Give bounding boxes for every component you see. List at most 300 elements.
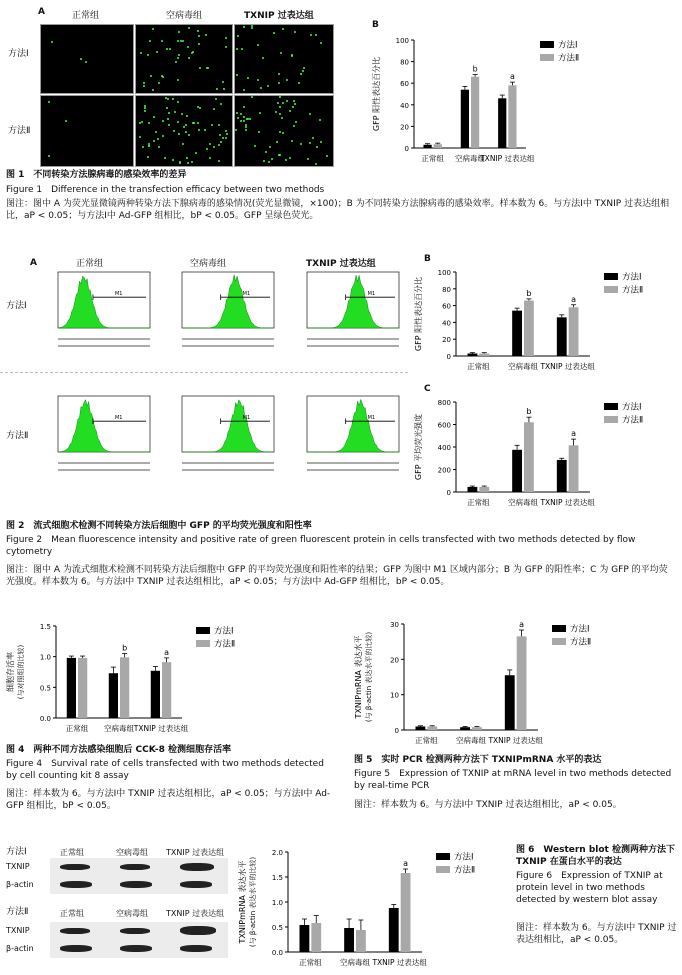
fig5-bar-2	[427, 726, 437, 730]
fig2b-y-tick-label: 60	[442, 302, 451, 311]
fluorescent-cell	[246, 118, 248, 120]
fluorescent-cell	[216, 88, 218, 90]
fig5-legend-swatch-2	[552, 638, 566, 645]
fig2-caption-en: Figure 2 Mean fluorescence intensity and positive rate of green fluorescent protein in cells transfected with two methods detected by flow cytometry	[6, 535, 636, 558]
fig6-actin-label-m1: β-actin	[6, 880, 34, 889]
fluorescent-cell	[141, 121, 143, 123]
fig4-bar-2	[162, 662, 171, 718]
fig2b-bar-1	[468, 353, 478, 356]
flow-stats-row	[182, 462, 274, 464]
fig4-caption-cn: 图 4 两种不同方法感染细胞后 CCK-8 检测细胞存活率	[6, 745, 232, 755]
fig5-y-label-sub: (与 β-actin 表达水平的比较)	[365, 631, 373, 723]
fig6-y-tick-label: 0.0	[271, 949, 283, 957]
fluorescent-cell	[168, 124, 170, 126]
fluorescent-cell	[188, 27, 190, 29]
fig2c-y-tick-label: 600	[437, 421, 451, 430]
fig2b-bar-1	[512, 311, 522, 356]
fig6-y-tick-label: 1.0	[271, 899, 283, 907]
fluorescent-cell	[326, 155, 328, 157]
fig6-y-tick-label: 1.5	[271, 874, 283, 882]
fig6-bar-1	[300, 925, 310, 952]
fig6-legend-label-1: 方法Ⅰ	[454, 852, 474, 863]
fig2c-chart	[412, 392, 674, 514]
fluorescent-cell	[315, 163, 317, 165]
fluorescent-cell	[222, 81, 224, 83]
fig6-txnip-label-m1: TXNIP	[6, 862, 30, 871]
fluorescent-cell	[277, 102, 279, 104]
fluorescent-cell	[269, 146, 271, 148]
fig1b-sig-b: b	[472, 64, 478, 74]
fig1b-y-tick-label: 100	[395, 37, 409, 45]
fluorescent-cell	[219, 134, 221, 136]
flow-m1-label: M1	[367, 291, 376, 298]
fluorescent-cell	[169, 48, 171, 50]
fluorescent-cell	[294, 31, 296, 33]
fig2b-bar-2	[569, 307, 579, 356]
fluorescent-cell	[215, 98, 217, 100]
fluorescent-cell	[237, 117, 239, 119]
fluorescent-cell	[197, 30, 199, 32]
fig1b-x-tick-label: TXNIP 过表达组	[480, 154, 535, 163]
fluorescent-cell	[282, 102, 284, 104]
fig6-x-tick-label: 正常组	[299, 958, 322, 967]
fluorescent-cell	[295, 121, 297, 123]
fig5-bar-2	[517, 636, 527, 730]
fig5-x-tick-label: TXNIP 过表达组	[488, 736, 543, 745]
fig2b-bar-2	[479, 353, 489, 356]
fluorescent-cell	[80, 58, 82, 60]
fluorescent-cell	[235, 129, 237, 131]
fig4-legend-label-2: 方法Ⅱ	[214, 639, 236, 650]
fig6-band-txnip-empty-m2	[120, 928, 150, 934]
fluorescent-cell	[152, 89, 154, 91]
fig6-bar-2	[311, 923, 321, 952]
fig1b-legend-label-2: 方法Ⅱ	[558, 53, 580, 64]
fig2-panel-b-label: B	[424, 254, 431, 264]
fig2b-bar-2	[524, 301, 534, 356]
fig5-chart	[352, 614, 622, 752]
fig1b-bar-1	[498, 98, 506, 148]
fig4-legend-label-1: 方法Ⅰ	[214, 626, 234, 637]
fluorescent-cell	[158, 82, 160, 84]
fig1b-x-tick-label: 空病毒组	[455, 154, 485, 163]
fig5-caption-en: Figure 5 Expression of TXNIP at mRNA level in two methods detected by real-time PCR	[354, 769, 672, 792]
flow-stats-row	[58, 338, 150, 340]
flow-stats-row	[307, 338, 399, 340]
fluorescent-cell	[247, 77, 249, 79]
fig6-caption-cn: 图 6 Western blot 检测两种方法下 TXNIP 在蛋白水平的表达	[516, 845, 675, 868]
fig2-row-method1: 方法Ⅰ	[6, 301, 27, 311]
fig4-y-tick-label: 0.5	[39, 684, 51, 693]
fluorescent-cell	[188, 134, 190, 136]
fig2b-y-tick-label: 80	[442, 285, 451, 294]
fig2-flow-txnip-m1	[295, 268, 405, 358]
fig5-y-tick-label: 20	[390, 656, 399, 665]
fig2b-x-tick-label: 正常组	[467, 362, 490, 371]
fig2-flow-empty-m2	[170, 392, 280, 482]
fluorescent-cell	[236, 74, 238, 76]
fluorescent-cell	[315, 34, 317, 36]
fluorescent-cell	[240, 120, 242, 122]
fluorescent-cell	[158, 146, 160, 148]
fluorescent-cell	[155, 131, 157, 133]
fig1b-y-tick-label: 40	[400, 101, 409, 110]
fluorescent-cell	[157, 138, 159, 140]
fluorescent-cell	[177, 101, 179, 103]
fluorescent-cell	[259, 112, 261, 114]
fluorescent-cell	[249, 118, 251, 120]
fluorescent-cell	[282, 132, 284, 134]
fluorescent-cell	[139, 122, 141, 124]
fluorescent-cell	[199, 67, 201, 69]
fluorescent-cell	[181, 113, 183, 115]
fluorescent-cell	[85, 61, 87, 63]
fig5-sig-a: a	[519, 620, 525, 630]
fig6-y-tick-label: 0.5	[271, 924, 283, 932]
fluorescent-cell	[263, 160, 265, 162]
fluorescent-cell	[187, 46, 189, 48]
fluorescent-cell	[225, 137, 227, 139]
fluorescent-cell	[206, 67, 208, 69]
fluorescent-cell	[147, 54, 149, 56]
fluorescent-cell	[257, 79, 259, 81]
fluorescent-cell	[177, 121, 179, 123]
fig4-sig-a: a	[164, 647, 170, 657]
fluorescent-cell	[222, 137, 224, 139]
fig1b-y-label: GFP 阳性表达百分比	[372, 56, 381, 132]
fig2c-x-tick-label: 空病毒组	[508, 498, 538, 507]
fluorescent-cell	[312, 137, 314, 139]
fluorescent-cell	[204, 129, 206, 131]
fig2b-y-tick-label: 20	[442, 336, 451, 345]
fluorescent-cell	[180, 40, 182, 42]
fluorescent-cell	[236, 112, 238, 114]
fig4-note: 图注：样本数为 6。与方法Ⅰ中 TXNIP 过表达组相比，aP < 0.05；与方法Ⅰ中 Ad-GFP 组相比，bP < 0.05。	[6, 789, 331, 812]
flow-stats-row	[182, 469, 274, 471]
fluorescent-cell	[298, 82, 300, 84]
fluorescent-cell	[182, 143, 184, 145]
fluorescent-cell	[245, 126, 247, 128]
flow-m1-label: M1	[367, 415, 376, 422]
fig6-bar-1	[344, 928, 354, 952]
fluorescent-cell	[218, 160, 220, 162]
fluorescent-cell	[279, 131, 281, 133]
fig2b-sig-b: b	[526, 288, 532, 298]
fluorescent-cell	[185, 131, 187, 133]
fig6-y-tick-label: 2.0	[271, 849, 283, 857]
fluorescent-cell	[65, 120, 67, 122]
fluorescent-cell	[291, 140, 293, 142]
fluorescent-cell	[199, 107, 201, 109]
fig1-col-empty: 空病毒组	[166, 11, 203, 21]
fluorescent-cell	[172, 98, 174, 100]
fig2-note: 图注：图中 A 为流式细胞术检测不同转染方法后细胞中 GFP 的平均荧光强度和阳性率的结果；GFP 为图中 M1 区域内部分；B 为 GFP 的阳性率；C 为 GFP 的平均荧光强度。样本数为 6。与方法Ⅰ中 TXNIP 过表达组相比，aP < 0.05；与方法Ⅰ中 Ad-GFP 组相比，bP < 0.05。	[6, 565, 668, 588]
fig2-flow-txnip-m2	[295, 392, 405, 482]
fluorescent-cell	[300, 73, 302, 75]
fig2c-y-label: GFP 平均荧光强度	[414, 413, 423, 481]
fig6-band-actin-empty-m2	[120, 945, 152, 952]
fig6-band-txnip-empty-m1	[120, 864, 150, 870]
fig6-legend-swatch-1	[436, 853, 450, 860]
fluorescent-cell	[198, 129, 200, 131]
fluorescent-cell	[271, 158, 273, 160]
fig2b-legend-swatch-2	[604, 286, 618, 293]
fluorescent-cell	[293, 100, 295, 102]
fluorescent-cell	[175, 61, 177, 63]
fig5-legend-swatch-1	[552, 625, 566, 632]
fig2c-bar-1	[512, 450, 522, 492]
fig6-blot-m1	[50, 858, 228, 894]
fluorescent-cell	[177, 79, 179, 81]
fluorescent-cell	[307, 158, 309, 160]
fig6-lane-txnip-m1: TXNIP 过表达组	[166, 848, 225, 857]
fluorescent-cell	[278, 73, 280, 75]
fluorescent-cell	[178, 54, 180, 56]
fig1-col-normal: 正常组	[72, 11, 100, 21]
fluorescent-cell	[193, 122, 195, 124]
fluorescent-cell	[198, 43, 200, 45]
fig1b-legend-swatch-2	[540, 54, 554, 61]
fig2b-sig-a: a	[571, 294, 577, 304]
fluorescent-cell	[198, 35, 200, 37]
fluorescent-cell	[209, 143, 211, 145]
fig2b-bar-1	[557, 317, 567, 356]
fig1-micro-txnip-m1	[234, 24, 334, 94]
fig2b-x-tick-label: TXNIP 过表达组	[540, 362, 595, 371]
fig1b-bar-2	[471, 77, 479, 148]
fluorescent-cell	[192, 51, 194, 53]
fig1-caption-cn: 图 1 不同转染方法腺病毒的感染效率的差异	[6, 170, 187, 180]
fig2c-sig-a: a	[571, 429, 577, 439]
fig1b-legend-label-1: 方法Ⅰ	[558, 40, 578, 51]
fluorescent-cell	[147, 156, 149, 158]
fluorescent-cell	[309, 113, 311, 115]
fluorescent-cell	[241, 48, 243, 50]
fig4-bar-2	[78, 658, 87, 718]
fig2-divider	[0, 372, 408, 373]
fig6-note: 图注：样本数为 6。与方法Ⅰ中 TXNIP 过表达组相比，aP < 0.05。	[516, 923, 677, 946]
fluorescent-cell	[209, 157, 211, 159]
fig1b-y-tick-label: 60	[400, 80, 409, 89]
fluorescent-cell	[225, 130, 227, 132]
fig2-flow-normal-m2	[46, 392, 156, 482]
flow-m1-label: M1	[242, 291, 251, 298]
fluorescent-cell	[251, 25, 253, 27]
fig1b-bar-1	[461, 90, 469, 148]
fluorescent-cell	[223, 88, 225, 90]
fig5-legend-label-1: 方法Ⅰ	[570, 624, 590, 635]
fluorescent-cell	[220, 103, 222, 105]
flow-stats-row	[58, 462, 150, 464]
fig4-x-tick-label: TXNIP 过表达组	[133, 724, 189, 733]
fig4-bar-1	[109, 673, 118, 718]
fig6-lane-empty-m1: 空病毒组	[116, 848, 148, 857]
fluorescent-cell	[262, 57, 264, 59]
fig5-y-label: TXNIPmRNA 表达水平	[354, 635, 363, 719]
fig5-y-tick-label: 0	[394, 727, 399, 735]
fluorescent-cell	[300, 143, 302, 145]
fluorescent-cell	[245, 129, 247, 131]
fluorescent-cell	[237, 35, 239, 37]
fluorescent-cell	[254, 145, 256, 147]
fluorescent-cell	[258, 131, 260, 133]
fluorescent-cell	[320, 42, 322, 44]
fluorescent-cell	[279, 106, 281, 108]
fluorescent-cell	[139, 136, 141, 138]
fluorescent-cell	[302, 70, 304, 72]
fig6-bar-2	[401, 873, 411, 952]
fluorescent-cell	[164, 157, 166, 159]
fluorescent-cell	[268, 161, 270, 163]
fig1b-legend-swatch-1	[540, 41, 554, 48]
fluorescent-cell	[185, 124, 187, 126]
fluorescent-cell	[226, 133, 228, 135]
fluorescent-cell	[279, 113, 281, 115]
fig5-note: 图注：样本数为 6。与方法Ⅰ中 TXNIP 过表达组相比，aP < 0.05。	[354, 800, 622, 810]
fluorescent-cell	[166, 48, 168, 50]
fig6-txnip-label-m2: TXNIP	[6, 926, 30, 935]
fig6-band-actin-empty-m1	[120, 881, 152, 888]
fluorescent-cell	[172, 159, 174, 161]
fluorescent-cell	[186, 157, 188, 159]
fig6-band-actin-normal-m1	[60, 881, 92, 888]
fig1-micro-txnip-m2	[234, 95, 334, 167]
fluorescent-cell	[243, 26, 245, 28]
fig1-row-method2: 方法Ⅱ	[8, 126, 31, 136]
fluorescent-cell	[243, 106, 245, 108]
fluorescent-cell	[148, 122, 150, 124]
fig4-bar-1	[67, 658, 76, 718]
fig4-x-tick-label: 正常组	[65, 724, 89, 733]
fig5-legend-label-2: 方法Ⅱ	[570, 637, 592, 648]
fig6-blot-m2	[50, 922, 228, 958]
fig6-band-actin-normal-m2	[60, 945, 92, 952]
fig1b-y-tick-label: 80	[400, 58, 409, 67]
fig1-micro-empty-m2	[135, 95, 233, 167]
fig2c-bar-2	[524, 422, 534, 492]
fig2c-y-tick-label: 0	[446, 489, 451, 497]
fig1-col-txnip: TXNIP 过表达组	[244, 11, 314, 21]
fig4-legend-swatch-1	[196, 627, 210, 634]
fluorescent-cell	[205, 34, 207, 36]
fluorescent-cell	[213, 146, 215, 148]
fluorescent-cell	[320, 141, 322, 143]
fig1b-chart	[370, 30, 610, 170]
fig1b-y-tick-label: 20	[400, 123, 409, 132]
fig2c-y-tick-label: 200	[437, 466, 451, 475]
fluorescent-cell	[161, 40, 163, 42]
fluorescent-cell	[286, 100, 288, 102]
fluorescent-cell	[281, 117, 283, 119]
fig6-y-label: TXNIPmRNA 表达水平	[238, 860, 247, 944]
fluorescent-cell	[166, 107, 168, 109]
fig2b-legend-label-2: 方法Ⅱ	[622, 285, 644, 296]
fig4-chart	[4, 616, 266, 740]
fig2c-bar-1	[468, 487, 478, 492]
fig6-lane-empty-m2: 空病毒组	[116, 909, 148, 918]
fig2b-legend-swatch-1	[604, 273, 618, 280]
fluorescent-cell	[260, 87, 262, 89]
fluorescent-cell	[303, 67, 305, 69]
fig1-row-method1: 方法Ⅰ	[8, 49, 29, 59]
fluorescent-cell	[291, 55, 293, 57]
fluorescent-cell	[195, 152, 197, 154]
fig6-band-txnip-normal-m1	[60, 864, 90, 870]
fluorescent-cell	[153, 140, 155, 142]
fluorescent-cell	[294, 103, 296, 105]
fig5-bar-2	[472, 727, 482, 730]
fig4-bar-1	[151, 671, 160, 718]
fluorescent-cell	[273, 32, 275, 34]
fig2c-sig-b: b	[526, 407, 532, 417]
fluorescent-cell	[257, 44, 259, 46]
fig1b-sig-a: a	[509, 72, 515, 82]
fig5-caption-cn: 图 5 实时 PCR 检测两种方法下 TXNIPmRNA 水平的表达	[354, 755, 602, 765]
fluorescent-cell	[275, 111, 277, 113]
fluorescent-cell	[213, 108, 215, 110]
fluorescent-cell	[251, 27, 253, 29]
fluorescent-cell	[178, 31, 180, 33]
fig5-y-tick-label: 30	[390, 621, 399, 629]
fig5-bar-1	[416, 726, 426, 730]
fig6-band-txnip-txnip-m1	[180, 863, 214, 871]
fig6-band-txnip-txnip-m2	[180, 926, 216, 935]
fig2b-y-tick-label: 0	[446, 353, 451, 361]
fig2b-y-tick-label: 100	[437, 269, 451, 277]
fig2c-y-tick-label: 400	[437, 444, 451, 452]
fig5-x-tick-label: 正常组	[415, 736, 438, 745]
fluorescent-cell	[168, 112, 170, 114]
fig2-panel-c-label: C	[424, 384, 431, 394]
fluorescent-cell	[206, 148, 208, 150]
fig6-lane-normal-m2: 正常组	[60, 909, 84, 918]
fluorescent-cell	[187, 162, 189, 164]
fluorescent-cell	[282, 28, 284, 30]
fig2c-bar-2	[479, 487, 489, 492]
fluorescent-cell	[179, 162, 181, 164]
fig1b-bar-2	[508, 85, 516, 148]
fig2c-bar-2	[569, 445, 579, 492]
fluorescent-cell	[186, 115, 188, 117]
fluorescent-cell	[245, 124, 247, 126]
flow-stats-row	[58, 345, 150, 347]
fluorescent-cell	[243, 120, 245, 122]
fig4-y-label: 细胞存活率	[6, 652, 15, 692]
fig2b-y-tick-label: 40	[442, 319, 451, 328]
fig6-chart	[236, 842, 506, 974]
fig6-method2-label: 方法Ⅱ	[6, 907, 29, 917]
fluorescent-cell	[177, 57, 179, 59]
fig2b-y-label: GFP 阳性表达百分比	[414, 276, 423, 352]
fig2-row-method2: 方法Ⅱ	[6, 431, 29, 441]
fig6-band-actin-txnip-m1	[180, 881, 212, 888]
fig6-legend-swatch-2	[436, 866, 450, 873]
fluorescent-cell	[316, 146, 318, 148]
fluorescent-cell	[289, 110, 291, 112]
fluorescent-cell	[174, 111, 176, 113]
fig6-y-label-sub: (与 β-actin 表达水平的比较)	[249, 856, 257, 948]
fig4-bar-2	[120, 657, 129, 718]
fig6-sig-a: a	[403, 859, 409, 868]
flow-stats-row	[58, 469, 150, 471]
fig6-band-txnip-normal-m2	[60, 928, 90, 934]
fig4-y-tick-label: 1.5	[39, 623, 51, 631]
fluorescent-cell	[142, 146, 144, 148]
fluorescent-cell	[211, 124, 213, 126]
fluorescent-cell	[265, 151, 267, 153]
fluorescent-cell	[167, 98, 169, 100]
fluorescent-cell	[293, 125, 295, 127]
